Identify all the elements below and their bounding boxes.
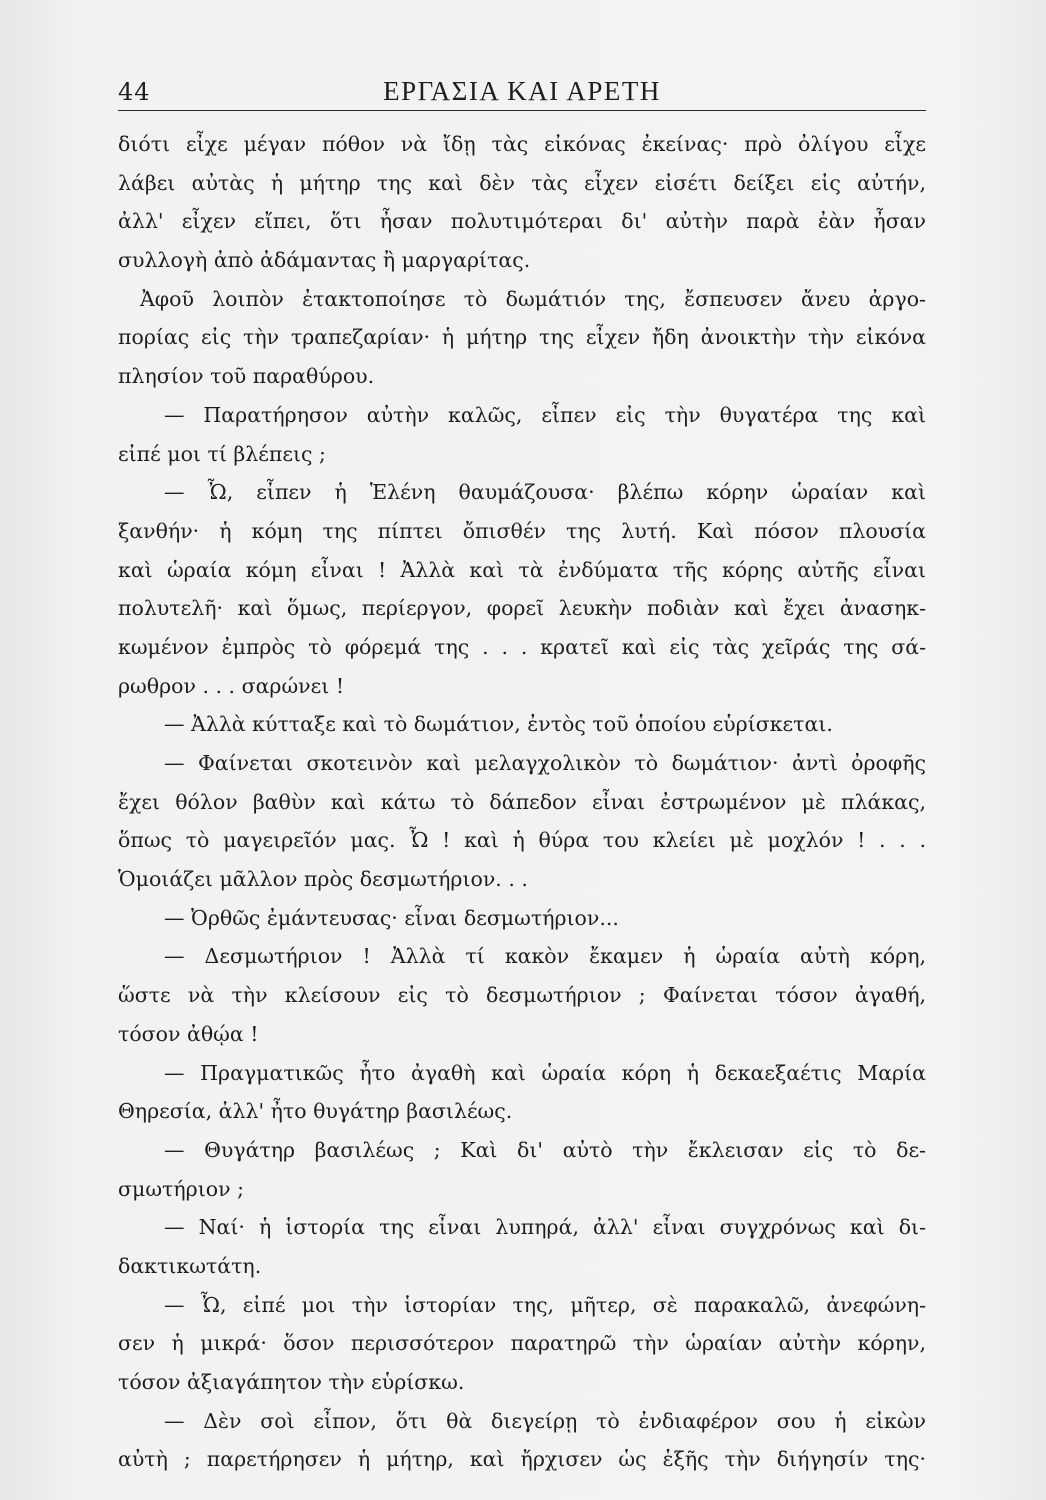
text-line: σμωτήριον ;	[118, 1176, 244, 1201]
text-line: λάβει αὐτὰς ἡ μήτηρ της καὶ δὲν τὰς εἶχεν εἰσέτι δείξει εἰς αὐτήν,	[118, 170, 926, 195]
text-line: διότι εἶχε μέγαν πόθον νὰ ἴδῃ τὰς εἰκόνας ἐκείνας· πρὸ ὀλίγου εἶχε	[118, 132, 926, 156]
body-text	[118, 125, 926, 1479]
text-line: εἰπέ μοι τί βλέπεις ;	[118, 441, 326, 466]
text-line: συλλογὴ ἀπὸ ἀδάμαντας ἢ μαργαρίτας.	[118, 248, 531, 273]
text-line: ἀλλ' εἶχεν εἴπει, ὅτι ἦσαν πολυτιμότεραι δι' αὐτὴν παρὰ ἐὰν ἦσαν	[118, 209, 926, 234]
dialogue-line: — Ὦ, εἰπέ μοι τὴν ἱστορίαν της, μῆτερ, σὲ παρακαλῶ, ἀνεφώνη-	[164, 1292, 926, 1317]
dialogue-line: — Παρατήρησον αὐτὴν καλῶς, εἶπεν εἰς τὴν θυγατέρα της καὶ	[164, 402, 926, 427]
dialogue-line: — Ὦ, εἶπεν ἡ Ἑλένη θαυμάζουσα· βλέπω κόρην ὡραίαν καὶ	[164, 480, 926, 505]
text-line: πολυτελῆ· καὶ ὅμως, περίεργον, φορεῖ λευκὴν ποδιὰν καὶ ἔχει ἀνασηκ-	[118, 596, 926, 621]
text-line: τόσον ἀθῴα !	[118, 1021, 259, 1046]
text-line: ρωθρον . . . σαρώνει !	[118, 673, 345, 698]
text-line: σεν ἡ μικρά· ὅσον περισσότερον παρατηρῶ τὴν ὡραίαν αὐτὴν κόρην,	[118, 1331, 926, 1356]
text-line: Θηρεσία, ἀλλ' ἦτο θυγάτηρ βασιλέως.	[118, 1099, 513, 1124]
text-line: Ὁμοιάζει μᾶλλον πρὸς δεσμωτήριον. . .	[118, 867, 528, 892]
dialogue-line: — Ναί· ἡ ἱστορία της εἶναι λυπηρά, ἀλλ' εἶναι συγχρόνως καὶ δι-	[164, 1215, 926, 1240]
page-header	[118, 76, 926, 111]
running-title: ΕΡΓΑΣΙΑ ΚΑΙ ΑΡΕΤΗ	[383, 76, 661, 106]
dialogue-line: — Δεσμωτήριον ! Ἀλλὰ τί κακὸν ἔκαμεν ἡ ὡραία αὐτὴ κόρη,	[164, 944, 926, 969]
text-line: κωμένον ἐμπρὸς τὸ φόρεμά της . . . κρατεῖ καὶ εἰς τὰς χεῖράς της σά-	[118, 634, 926, 659]
text-line: ὅπως τὸ μαγειρεῖόν μας. Ὦ ! καὶ ἡ θύρα του κλείει μὲ μοχλόν ! . . .	[118, 828, 926, 853]
text-line: αὐτὴ ; παρετήρησεν ἡ μήτηρ, καὶ ἤρχισεν ὡς ἑξῆς τὴν διήγησίν της·	[118, 1447, 926, 1472]
dialogue-line: — Θυγάτηρ βασιλέως ; Καὶ δι' αὐτὸ τὴν ἔκλεισαν εἰς τὸ δε-	[164, 1137, 926, 1162]
page-number: 44	[118, 78, 151, 106]
text-line: καὶ ὡραία κόμη εἶναι ! Ἀλλὰ καὶ τὰ ἐνδύματα τῆς κόρης αὐτῆς εἶναι	[118, 557, 926, 582]
text-line: τόσον ἀξιαγάπητον τὴν εὑρίσκω.	[118, 1370, 465, 1394]
dialogue-line: — Ἀλλὰ κύτταξε καὶ τὸ δωμάτιον, ἐντὸς τοῦ ὁποίου εὑρίσκεται.	[164, 712, 833, 737]
text-line: δακτικωτάτη.	[118, 1253, 262, 1278]
text-line: ξανθήν· ἡ κόμη της πίπτει ὄπισθέν της λυτή. Καὶ πόσον πλουσία	[118, 518, 926, 543]
text-line: πλησίον τοῦ παραθύρου.	[118, 364, 375, 389]
dialogue-line: — Πραγματικῶς ἦτο ἀγαθὴ καὶ ὡραία κόρη ἡ δεκαεξαέτις Μαρία	[164, 1060, 926, 1085]
text-line: πορίας εἰς τὴν τραπεζαρίαν· ἡ μήτηρ της εἶχεν ἤδη ἀνοικτὴν τὴν εἰκόνα	[118, 325, 926, 350]
text-line: Ἀφοῦ λοιπὸν ἐτακτοποίησε τὸ δωμάτιόν της, ἔσπευσεν ἄνευ ἀργο-	[140, 286, 926, 311]
text-line: ἔχει θόλον βαθὺν καὶ κάτω τὸ δάπεδον εἶναι ἐστρωμένον μὲ πλάκας,	[118, 789, 926, 814]
dialogue-line: — Δὲν σοὶ εἶπον, ὅτι θὰ διεγείρῃ τὸ ἐνδιαφέρον σου ἡ εἰκὼν	[164, 1408, 926, 1433]
text-line: ὥστε νὰ τὴν κλείσουν εἰς τὸ δεσμωτήριον ; Φαίνεται τόσον ἀγαθή,	[118, 983, 926, 1008]
dialogue-line: — Ὀρθῶς ἐμάντευσας· εἶναι δεσμωτήριον...	[164, 905, 619, 930]
dialogue-line: — Φαίνεται σκοτεινὸν καὶ μελαγχολικὸν τὸ δωμάτιον· ἀντὶ ὀροφῆς	[164, 751, 926, 775]
